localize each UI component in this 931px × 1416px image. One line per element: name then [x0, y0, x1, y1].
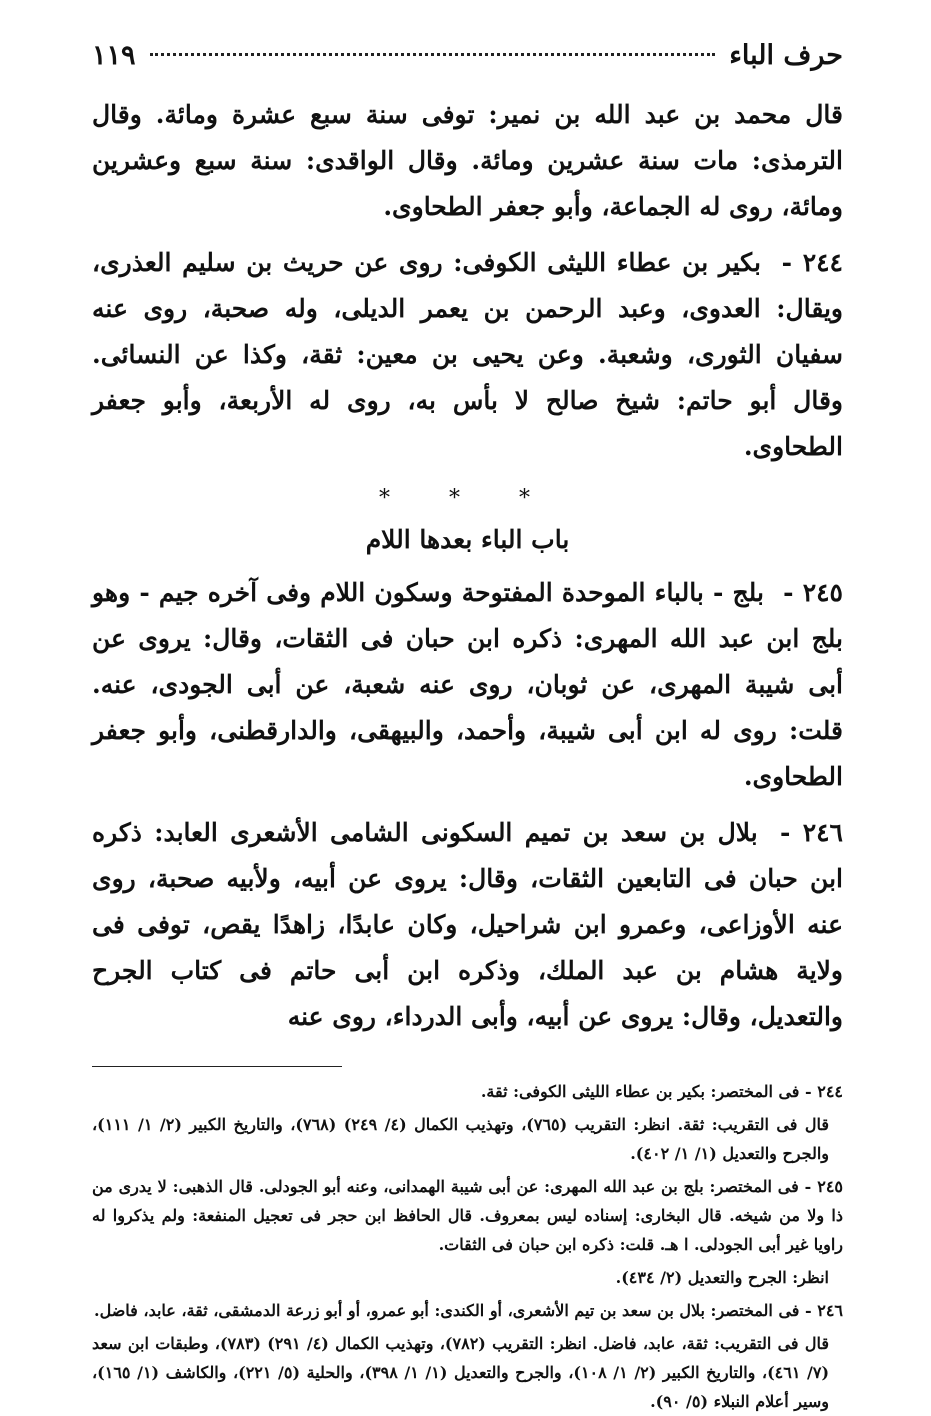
chapter-title: حرف الباء	[729, 40, 843, 71]
entry-text: بلال بن سعد بن تميم السكونى الشامى الأشعرى العابد: ذكره ابن حبان فى التابعين الثقات، وقال: يروى عن أبيه، ولأبيه صحبة، روى عنه الأوزاعى، وعمرو ابن شراحيل، وكان عابدًا، زاهدًا يقص، توفى فى ولاية هشام بن عبد الملك، وذكره ابن أبى حاتم فى كتاب الجرح والتعديل، وقال: يروى عن أبيه، وأبى الدرداء، روى عنه	[92, 818, 843, 1031]
footnote-245-title: ٢٤٥ - فى المختصر: بلج بن عبد الله المهرى: عن أبى شيبة الهمدانى، وعنه أبو الجودلى. قال الذهبى: لا يدرى من ذا ولا من شيخه. قال البخارى: إسناده ليس بمعروف. قال الحافظ ابن حجر فى تعجيل المنفعة: ولم يذكروا له راويا غير أبى الجودلى. ا هـ. قلت: ذكره ابن حبان فى الثقات.	[92, 1177, 843, 1254]
footnote-245-body: انظر: الجرح والتعديل (٢/ ٤٣٤).	[615, 1268, 829, 1287]
page-header	[92, 40, 843, 92]
footnote-244-body: قال فى التقريب: ثقة. انظر: التقريب (٧٦٥)، وتهذيب الكمال (٤/ ٢٤٩) (٧٦٨)، والتاريخ الكبير (٢/ ١/ ١١١)، والجرح والتعديل (١/ ١/ ٤٠٢).	[92, 1115, 829, 1163]
section-title: باب الباء بعدها اللام	[365, 525, 570, 554]
entry-244	[92, 240, 843, 470]
footnote-246-title: ٢٤٦ - فى المختصر: بلال بن سعد بن تيم الأشعرى، أو الكندى: أبو عمرو، أو أبو زرعة الدمشقى، ثقة، عابد، فاضل.	[94, 1301, 843, 1320]
footnote-246-body: قال فى التقريب: ثقة، عابد، فاضل. انظر: التقريب (٧٨٢)، وتهذيب الكمال (٤/ ٢٩١) (٧٨٣)، وطبقات ابن سعد (٧/ ٤٦١)، والتاريخ الكبير (٢/ ١/ ١٠٨)، والجرح والتعديل (١/ ١/ ٣٩٨)، والحلية (٥/ ٢٢١)، والكاشف (١/ ١٦٥)، وسير أعلام النبلاء (٥/ ٩٠).	[92, 1334, 830, 1411]
footnote-244-title: ٢٤٤ - فى المختصر: بكير بن عطاء الليثى الكوفى: ثقة.	[480, 1082, 843, 1101]
header-leader-dots	[150, 53, 716, 56]
entry-text: بكير بن عطاء الليثى الكوفى: روى عن حريث بن سليم العذرى، ويقال: العدوى، وعبد الرحمن بن يعمر الديلى، وله صحبة، روى عنه سفيان الثورى، وشعبة. وعن يحيى بن معين: ثقة، وكذا عن النسائى. وقال أبو حاتم: شيخ صالح لا بأس به، روى له الأربعة، وأبو جعفر الطحاوى.	[92, 248, 843, 461]
entry-number: ٢٤٦ -	[780, 818, 843, 847]
entry-number: ٢٤٥ -	[783, 578, 843, 607]
footnote-divider	[92, 1066, 342, 1067]
page-number: ١١٩	[92, 40, 136, 71]
section-separator: * * *	[379, 486, 556, 511]
intro-paragraph: قال محمد بن عبد الله بن نمير: توفى سنة سبع عشرة ومائة. وقال الترمذى: مات سنة عشرين ومائة. وقال الواقدى: سنة سبع وعشرين ومائة، روى له الجماعة، وأبو جعفر الطحاوى.	[92, 100, 843, 221]
entry-number: ٢٤٤ -	[781, 248, 843, 277]
entry-246	[92, 810, 843, 1040]
entry-text: بلج - بالباء الموحدة المفتوحة وسكون اللام وفى آخره جيم - وهو بلج ابن عبد الله المهرى: ذكره ابن حبان فى الثقات، وقال: يروى عن أبى شيبة المهرى، عن ثوبان، روى عنه شعبة، عن أبى الجودى، عنه. قلت: روى له ابن أبى شيبة، وأحمد، والبيهقى، والدارقطنى، وأبو جعفر الطحاوى.	[92, 578, 843, 791]
entry-245	[92, 570, 843, 800]
